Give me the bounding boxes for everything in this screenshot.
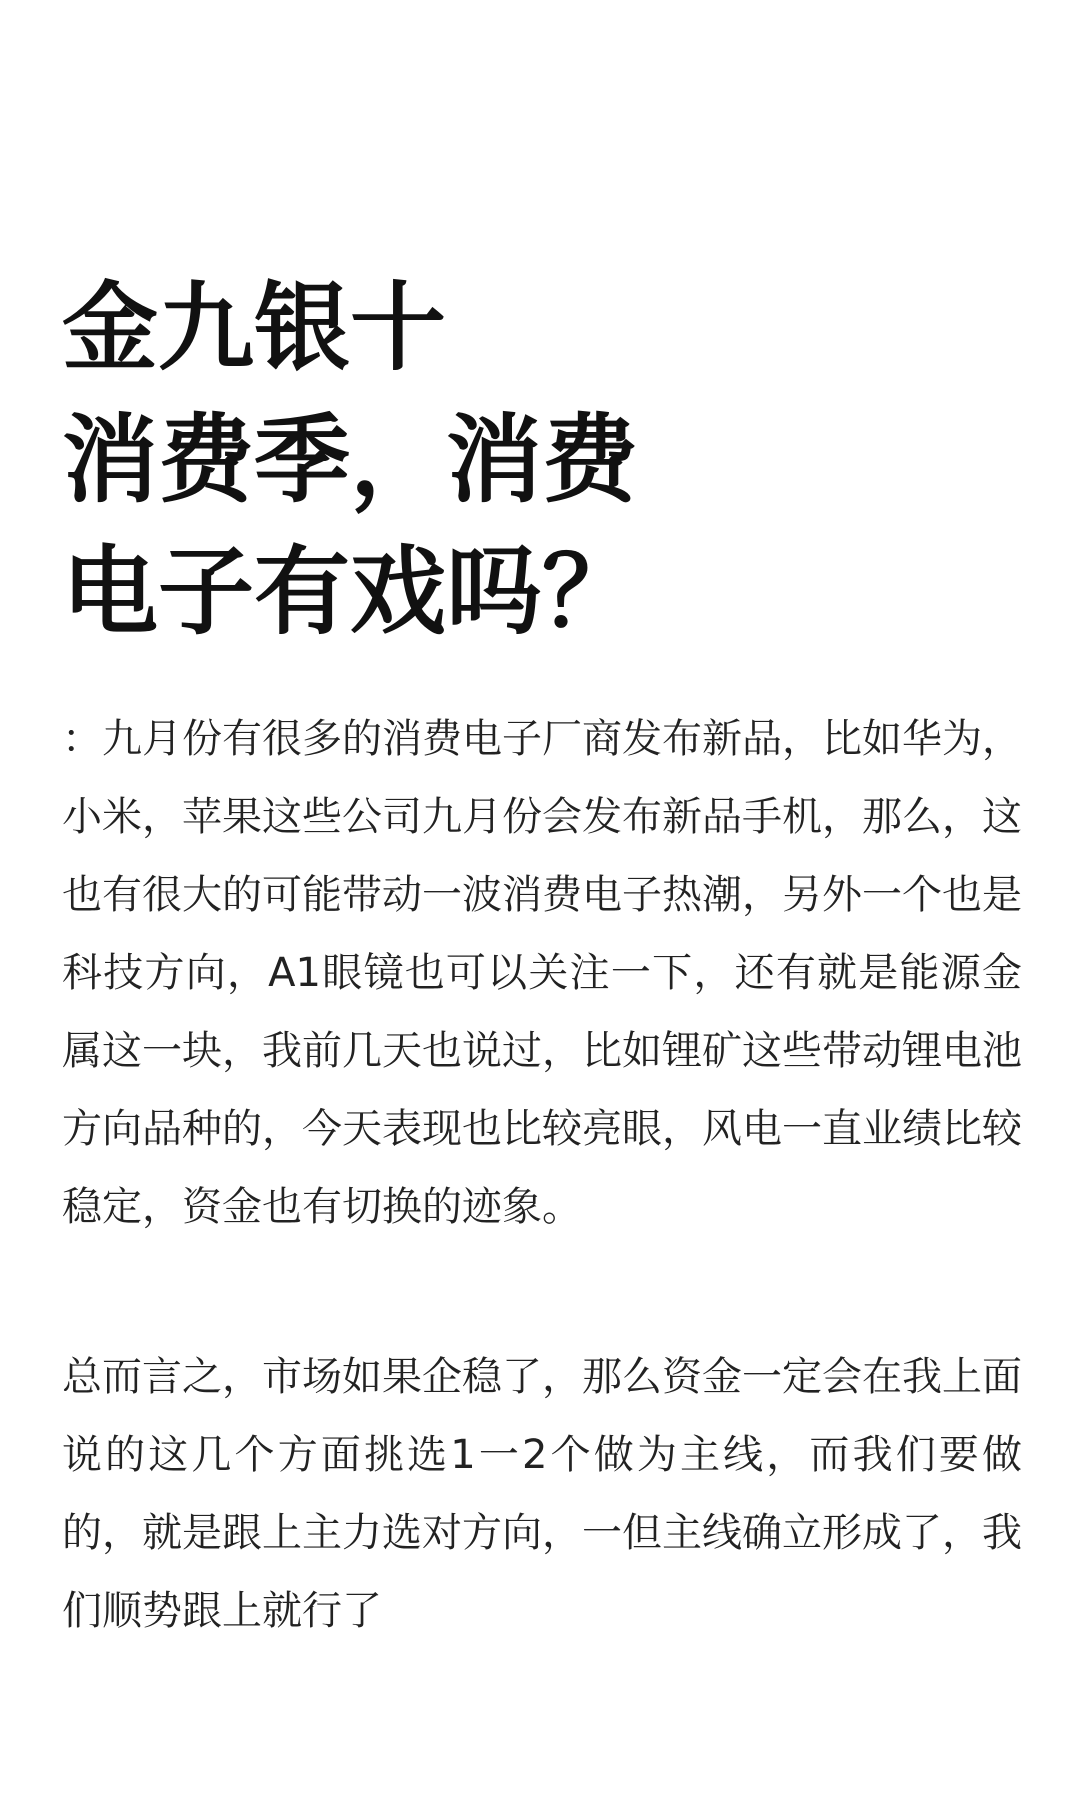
- article-paragraph-2: 总而言之，市场如果企稳了，那么资金一定会在我上面说的这几个方面挑选1一2个做为主线，而我们要做的，就是跟上主力选对方向，一但主线确立形成了，我们顺势跟上就行了: [62, 1354, 1022, 1634]
- title-line-2: 消费季，消费: [62, 404, 638, 516]
- article-paragraph-1: ：九月份有很多的消费电子厂商发布新品，比如华为，小米，苹果这些公司九月份会发布新品手机，那么，这也有很大的可能带动一波消费电子热潮，另外一个也是科技方向，A1眼镜也可以关注一下，还有就是能源金属这一块，我前几天也说过，比如锂矿这些带动锂电池方向品种的，今天表现也比较亮眼，风电一直业绩比较稳定，资金也有切换的迹象。: [62, 716, 1022, 1230]
- title-line-3: 电子有戏吗？: [62, 536, 638, 648]
- article-title: [62, 262, 962, 658]
- title-line-1: 金九银十: [62, 272, 446, 384]
